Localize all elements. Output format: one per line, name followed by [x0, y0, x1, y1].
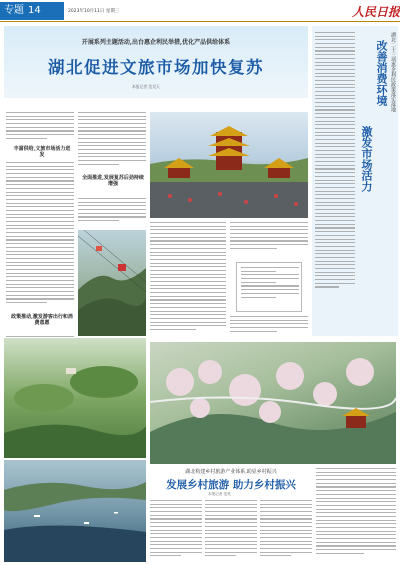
issue-date: 2023年10月11日 星期三	[68, 9, 120, 14]
right-kicker: 湖北二十三项惠企利民政策落实落地	[390, 32, 396, 112]
section-label	[0, 2, 64, 20]
bottom-col-4	[316, 468, 396, 562]
top-kicker: 开展系列主题活动,出台惠企利民举措,优化产品供给体系	[81, 39, 231, 46]
info-box-text	[241, 267, 299, 309]
subhead-2: 全面推进,发展复苏后劲持续增强	[82, 175, 144, 187]
park-photo	[4, 338, 146, 458]
bottom-col-1	[150, 500, 202, 560]
right-headline-2: 激发市场活力	[360, 126, 373, 192]
page-number: 14	[28, 5, 41, 16]
park-illustration	[4, 338, 146, 458]
section-name: 专题	[4, 5, 24, 16]
bottom-col-3	[260, 500, 312, 560]
cable-car-illustration	[78, 230, 146, 336]
aerial-park-photo	[150, 342, 396, 464]
subhead-1: 丰富供给,文旅市场活力迸发	[13, 146, 71, 158]
col4-text-1	[230, 222, 308, 256]
right-headline-1: 改善消费环境	[375, 40, 388, 106]
left-col-text-2	[6, 162, 74, 310]
col2-text-1	[78, 112, 146, 170]
bottom-kicker: 湖北构建乡村旅游产业体系,助显乡村振兴	[185, 469, 277, 475]
page-header	[0, 0, 400, 22]
bottom-article	[150, 468, 312, 562]
lake-photo	[4, 460, 146, 562]
lake-illustration	[4, 460, 146, 562]
top-headline: 湖北促进文旅市场加快复苏	[48, 58, 264, 77]
info-box	[236, 262, 302, 312]
tower-illustration	[150, 112, 308, 218]
col3-text	[150, 222, 226, 338]
col2-text-2	[78, 198, 146, 226]
bottom-byline: 本报记者 范昊	[208, 492, 231, 496]
aerial-park-illustration	[150, 342, 396, 464]
top-byline: 本报记者 范昊天	[132, 84, 160, 89]
right-article	[312, 26, 398, 336]
subhead-3: 政策推动,激发游客出行和消费意愿	[11, 314, 73, 326]
headline-banner	[4, 26, 308, 98]
masthead-logo: 人民日报	[352, 5, 400, 19]
bottom-col-2	[205, 500, 257, 560]
col4-text-2	[230, 316, 308, 338]
tower-photo	[150, 112, 308, 218]
right-article-text	[315, 32, 355, 326]
left-col-text-1	[6, 112, 74, 142]
cable-car-photo	[78, 230, 146, 336]
bottom-headline: 发展乡村旅游 助力乡村振兴	[166, 479, 296, 491]
